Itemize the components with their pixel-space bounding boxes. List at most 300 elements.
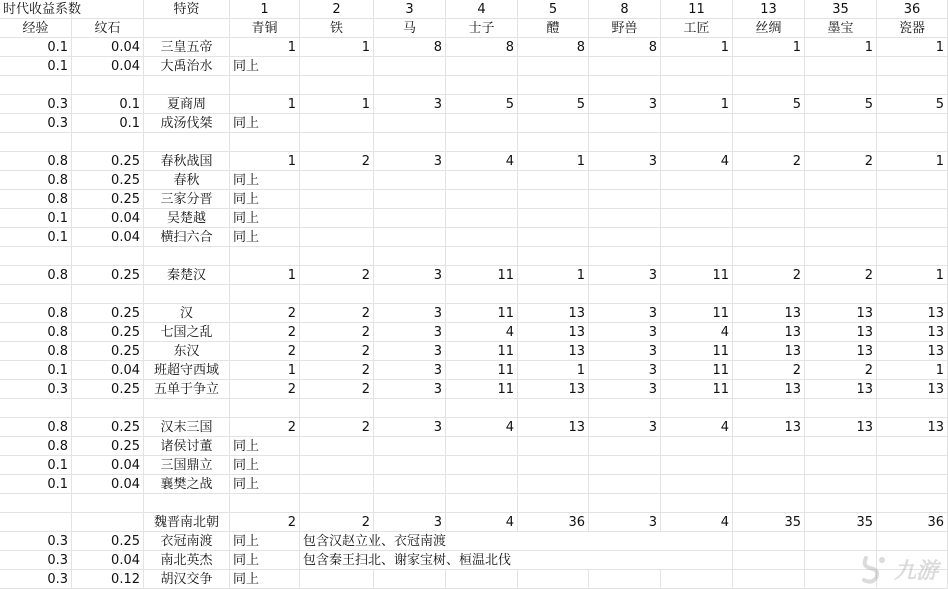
header-cell[interactable]: 墨宝 <box>805 19 877 38</box>
table-cell[interactable]: 2 <box>300 266 374 285</box>
table-cell[interactable]: 1 <box>518 361 589 380</box>
header-cell[interactable]: 4 <box>446 0 518 19</box>
table-cell[interactable] <box>589 190 661 209</box>
table-cell[interactable]: 0.25 <box>72 437 144 456</box>
table-cell[interactable]: 3 <box>589 323 661 342</box>
table-cell[interactable]: 13 <box>805 323 877 342</box>
table-cell[interactable] <box>733 171 805 190</box>
table-cell[interactable] <box>518 57 589 76</box>
table-cell[interactable]: 13 <box>733 323 805 342</box>
table-cell[interactable] <box>805 114 877 133</box>
table-cell[interactable]: 1 <box>300 95 374 114</box>
table-cell[interactable] <box>661 76 733 95</box>
table-cell[interactable]: 同上 <box>230 171 300 190</box>
table-cell[interactable] <box>0 399 72 418</box>
table-cell[interactable] <box>446 570 518 589</box>
table-cell[interactable] <box>300 57 374 76</box>
table-cell[interactable]: 1 <box>877 38 948 57</box>
table-cell[interactable]: 0.1 <box>72 114 144 133</box>
table-cell[interactable]: 1 <box>877 266 948 285</box>
table-cell[interactable] <box>0 513 72 532</box>
table-cell[interactable]: 3 <box>589 95 661 114</box>
table-cell[interactable]: 五单于争立 <box>144 380 230 399</box>
table-cell[interactable]: 三家分晋 <box>144 190 230 209</box>
table-cell[interactable] <box>374 76 446 95</box>
table-cell[interactable]: 2 <box>805 266 877 285</box>
table-cell[interactable]: 0.25 <box>72 323 144 342</box>
table-cell[interactable] <box>72 513 144 532</box>
table-cell[interactable]: 13 <box>805 380 877 399</box>
table-cell[interactable]: 0.8 <box>0 171 72 190</box>
table-cell[interactable]: 0.1 <box>72 95 144 114</box>
table-cell[interactable] <box>230 285 300 304</box>
table-cell[interactable]: 0.1 <box>0 475 72 494</box>
table-cell[interactable]: 同上 <box>230 475 300 494</box>
table-cell[interactable] <box>733 456 805 475</box>
table-cell[interactable] <box>300 76 374 95</box>
table-cell[interactable] <box>661 171 733 190</box>
table-cell[interactable]: 0.3 <box>0 551 72 570</box>
table-cell[interactable]: 5 <box>518 95 589 114</box>
table-cell[interactable] <box>589 285 661 304</box>
table-cell[interactable] <box>805 228 877 247</box>
table-cell[interactable]: 2 <box>805 361 877 380</box>
table-cell[interactable] <box>589 57 661 76</box>
table-cell[interactable]: 2 <box>300 361 374 380</box>
table-cell[interactable]: 汉 <box>144 304 230 323</box>
table-cell[interactable] <box>374 57 446 76</box>
table-cell[interactable]: 13 <box>518 342 589 361</box>
table-cell[interactable] <box>805 247 877 266</box>
table-cell[interactable] <box>589 475 661 494</box>
table-cell[interactable]: 3 <box>374 380 446 399</box>
table-cell[interactable]: 2 <box>230 380 300 399</box>
table-cell[interactable]: 0.1 <box>0 209 72 228</box>
table-cell[interactable] <box>661 456 733 475</box>
table-cell[interactable] <box>805 494 877 513</box>
table-cell[interactable]: 0.8 <box>0 152 72 171</box>
table-cell[interactable] <box>805 57 877 76</box>
table-cell[interactable] <box>72 133 144 152</box>
table-cell[interactable] <box>661 133 733 152</box>
header-cell[interactable] <box>144 19 230 38</box>
table-cell[interactable]: 13 <box>733 418 805 437</box>
header-cell[interactable]: 马 <box>374 19 446 38</box>
table-cell[interactable] <box>72 285 144 304</box>
table-cell[interactable] <box>877 57 948 76</box>
table-cell[interactable]: 3 <box>374 418 446 437</box>
table-cell[interactable]: 13 <box>877 304 948 323</box>
table-cell[interactable]: 0.3 <box>0 570 72 589</box>
note-cell[interactable]: 包含汉赵立业、衣冠南渡 <box>300 532 700 551</box>
table-cell[interactable]: 35 <box>733 513 805 532</box>
table-cell[interactable]: 3 <box>589 513 661 532</box>
table-cell[interactable]: 11 <box>661 361 733 380</box>
table-cell[interactable]: 4 <box>446 513 518 532</box>
table-cell[interactable]: 同上 <box>230 190 300 209</box>
table-cell[interactable]: 13 <box>518 304 589 323</box>
table-cell[interactable]: 魏晋南北朝 <box>144 513 230 532</box>
table-cell[interactable] <box>374 247 446 266</box>
table-cell[interactable] <box>374 437 446 456</box>
table-cell[interactable]: 同上 <box>230 437 300 456</box>
table-cell[interactable] <box>0 133 72 152</box>
table-cell[interactable] <box>877 456 948 475</box>
header-cell[interactable]: 纹石 <box>72 19 144 38</box>
table-cell[interactable] <box>72 247 144 266</box>
table-cell[interactable] <box>374 570 446 589</box>
table-cell[interactable] <box>518 190 589 209</box>
table-cell[interactable] <box>733 437 805 456</box>
table-cell[interactable] <box>374 285 446 304</box>
header-cell[interactable]: 1 <box>230 0 300 19</box>
table-cell[interactable]: 11 <box>446 342 518 361</box>
header-cell[interactable]: 时代收益系数 <box>0 0 72 19</box>
table-cell[interactable] <box>300 494 374 513</box>
note-cell[interactable]: 包含秦王扫北、谢家宝树、桓温北伐 <box>300 551 700 570</box>
table-cell[interactable]: 1 <box>661 38 733 57</box>
table-cell[interactable]: 成汤伐桀 <box>144 114 230 133</box>
table-cell[interactable] <box>589 228 661 247</box>
table-cell[interactable]: 同上 <box>230 551 300 570</box>
table-cell[interactable]: 8 <box>446 38 518 57</box>
table-cell[interactable] <box>446 76 518 95</box>
table-cell[interactable]: 2 <box>230 342 300 361</box>
table-cell[interactable]: 8 <box>589 38 661 57</box>
table-cell[interactable] <box>877 285 948 304</box>
table-cell[interactable]: 11 <box>661 380 733 399</box>
table-cell[interactable] <box>446 228 518 247</box>
table-cell[interactable] <box>300 475 374 494</box>
table-cell[interactable]: 0.1 <box>0 57 72 76</box>
table-cell[interactable]: 0.04 <box>72 57 144 76</box>
table-cell[interactable] <box>661 285 733 304</box>
table-cell[interactable] <box>0 494 72 513</box>
table-cell[interactable] <box>589 133 661 152</box>
table-cell[interactable] <box>300 171 374 190</box>
table-cell[interactable]: 4 <box>661 513 733 532</box>
table-cell[interactable]: 4 <box>446 152 518 171</box>
table-cell[interactable]: 1 <box>518 266 589 285</box>
table-cell[interactable]: 0.25 <box>72 418 144 437</box>
table-cell[interactable] <box>446 247 518 266</box>
table-cell[interactable] <box>230 133 300 152</box>
table-cell[interactable] <box>518 228 589 247</box>
table-cell[interactable]: 夏商周 <box>144 95 230 114</box>
table-cell[interactable] <box>877 133 948 152</box>
table-cell[interactable]: 春秋 <box>144 171 230 190</box>
table-cell[interactable]: 1 <box>230 266 300 285</box>
table-cell[interactable]: 13 <box>877 342 948 361</box>
table-cell[interactable]: 0.04 <box>72 475 144 494</box>
table-cell[interactable] <box>877 494 948 513</box>
table-cell[interactable]: 3 <box>374 323 446 342</box>
table-cell[interactable]: 0.25 <box>72 342 144 361</box>
table-cell[interactable]: 三国鼎立 <box>144 456 230 475</box>
table-cell[interactable] <box>805 285 877 304</box>
table-cell[interactable]: 1 <box>230 95 300 114</box>
table-cell[interactable]: 36 <box>877 513 948 532</box>
table-cell[interactable] <box>446 285 518 304</box>
table-cell[interactable]: 2 <box>300 304 374 323</box>
header-cell[interactable]: 5 <box>518 0 589 19</box>
table-cell[interactable] <box>877 437 948 456</box>
header-cell[interactable]: 3 <box>374 0 446 19</box>
table-cell[interactable] <box>300 456 374 475</box>
table-cell[interactable]: 同上 <box>230 209 300 228</box>
table-cell[interactable]: 0.04 <box>72 38 144 57</box>
table-cell[interactable]: 襄樊之战 <box>144 475 230 494</box>
table-cell[interactable] <box>300 570 374 589</box>
header-cell[interactable]: 野兽 <box>589 19 661 38</box>
table-cell[interactable]: 3 <box>374 152 446 171</box>
table-cell[interactable]: 1 <box>877 361 948 380</box>
table-cell[interactable] <box>733 247 805 266</box>
header-cell[interactable]: 特资 <box>144 0 230 19</box>
table-cell[interactable] <box>374 209 446 228</box>
table-cell[interactable]: 3 <box>374 304 446 323</box>
table-cell[interactable] <box>589 247 661 266</box>
table-cell[interactable] <box>877 247 948 266</box>
table-cell[interactable] <box>661 57 733 76</box>
table-cell[interactable] <box>877 76 948 95</box>
table-cell[interactable] <box>805 76 877 95</box>
table-cell[interactable]: 36 <box>518 513 589 532</box>
table-cell[interactable] <box>733 228 805 247</box>
table-cell[interactable] <box>805 456 877 475</box>
table-cell[interactable] <box>374 399 446 418</box>
table-cell[interactable]: 13 <box>518 323 589 342</box>
table-cell[interactable]: 0.3 <box>0 380 72 399</box>
table-cell[interactable] <box>72 494 144 513</box>
table-cell[interactable]: 南北英杰 <box>144 551 230 570</box>
table-cell[interactable]: 0.25 <box>72 380 144 399</box>
table-cell[interactable]: 8 <box>374 38 446 57</box>
table-cell[interactable] <box>144 133 230 152</box>
table-cell[interactable]: 3 <box>374 361 446 380</box>
table-cell[interactable] <box>733 209 805 228</box>
table-cell[interactable] <box>589 437 661 456</box>
table-cell[interactable] <box>300 133 374 152</box>
table-cell[interactable] <box>805 475 877 494</box>
table-cell[interactable] <box>661 190 733 209</box>
table-cell[interactable] <box>733 494 805 513</box>
table-cell[interactable] <box>518 247 589 266</box>
table-cell[interactable]: 0.25 <box>72 266 144 285</box>
table-cell[interactable]: 3 <box>374 95 446 114</box>
table-cell[interactable] <box>230 247 300 266</box>
table-cell[interactable] <box>518 209 589 228</box>
table-cell[interactable]: 0.25 <box>72 152 144 171</box>
table-cell[interactable]: 1 <box>733 38 805 57</box>
table-cell[interactable] <box>661 114 733 133</box>
table-cell[interactable]: 3 <box>374 513 446 532</box>
table-cell[interactable] <box>0 285 72 304</box>
table-cell[interactable] <box>805 399 877 418</box>
table-cell[interactable] <box>589 209 661 228</box>
table-cell[interactable]: 0.04 <box>72 361 144 380</box>
table-cell[interactable]: 吴楚越 <box>144 209 230 228</box>
table-cell[interactable]: 3 <box>589 361 661 380</box>
table-cell[interactable]: 3 <box>589 418 661 437</box>
table-cell[interactable]: 13 <box>805 418 877 437</box>
table-cell[interactable]: 11 <box>446 380 518 399</box>
table-cell[interactable] <box>877 475 948 494</box>
table-cell[interactable]: 0.8 <box>0 304 72 323</box>
table-cell[interactable] <box>518 437 589 456</box>
table-cell[interactable]: 11 <box>446 304 518 323</box>
table-cell[interactable] <box>518 475 589 494</box>
table-cell[interactable]: 0.25 <box>72 532 144 551</box>
table-cell[interactable] <box>518 570 589 589</box>
table-cell[interactable]: 13 <box>877 418 948 437</box>
table-cell[interactable] <box>877 114 948 133</box>
table-cell[interactable]: 2 <box>733 266 805 285</box>
table-cell[interactable]: 2 <box>230 304 300 323</box>
table-cell[interactable]: 1 <box>230 152 300 171</box>
table-cell[interactable]: 4 <box>661 323 733 342</box>
table-cell[interactable]: 七国之乱 <box>144 323 230 342</box>
table-cell[interactable]: 2 <box>230 323 300 342</box>
header-cell[interactable]: 8 <box>589 0 661 19</box>
table-cell[interactable] <box>446 114 518 133</box>
table-cell[interactable]: 1 <box>661 95 733 114</box>
table-cell[interactable]: 1 <box>877 152 948 171</box>
header-cell[interactable]: 35 <box>805 0 877 19</box>
table-cell[interactable]: 11 <box>446 266 518 285</box>
table-cell[interactable] <box>374 114 446 133</box>
table-cell[interactable]: 2 <box>230 513 300 532</box>
table-cell[interactable] <box>446 57 518 76</box>
table-cell[interactable] <box>733 133 805 152</box>
table-cell[interactable] <box>589 494 661 513</box>
table-cell[interactable]: 2 <box>300 513 374 532</box>
header-cell[interactable]: 经验 <box>0 19 72 38</box>
table-cell[interactable]: 0.1 <box>0 361 72 380</box>
table-cell[interactable] <box>230 399 300 418</box>
table-cell[interactable]: 0.12 <box>72 570 144 589</box>
table-cell[interactable]: 2 <box>300 342 374 361</box>
table-cell[interactable]: 诸侯讨董 <box>144 437 230 456</box>
table-cell[interactable] <box>446 437 518 456</box>
table-cell[interactable] <box>661 437 733 456</box>
table-cell[interactable]: 大禹治水 <box>144 57 230 76</box>
table-cell[interactable]: 1 <box>230 361 300 380</box>
table-cell[interactable]: 0.04 <box>72 551 144 570</box>
table-cell[interactable]: 4 <box>661 418 733 437</box>
table-cell[interactable]: 8 <box>518 38 589 57</box>
table-cell[interactable] <box>877 532 948 551</box>
table-cell[interactable]: 11 <box>661 266 733 285</box>
table-cell[interactable]: 东汉 <box>144 342 230 361</box>
table-cell[interactable] <box>374 475 446 494</box>
table-cell[interactable] <box>733 114 805 133</box>
table-cell[interactable]: 0.8 <box>0 437 72 456</box>
table-cell[interactable]: 同上 <box>230 114 300 133</box>
table-cell[interactable]: 13 <box>805 342 877 361</box>
table-cell[interactable] <box>733 570 805 589</box>
table-cell[interactable]: 胡汉交争 <box>144 570 230 589</box>
header-cell[interactable]: 36 <box>877 0 948 19</box>
header-cell[interactable] <box>72 0 144 19</box>
table-cell[interactable]: 同上 <box>230 532 300 551</box>
table-cell[interactable]: 4 <box>446 323 518 342</box>
header-cell[interactable]: 士子 <box>446 19 518 38</box>
table-cell[interactable]: 13 <box>518 380 589 399</box>
table-cell[interactable]: 同上 <box>230 57 300 76</box>
table-cell[interactable] <box>518 494 589 513</box>
table-cell[interactable]: 5 <box>446 95 518 114</box>
table-cell[interactable]: 11 <box>446 361 518 380</box>
table-cell[interactable] <box>805 209 877 228</box>
table-cell[interactable] <box>805 133 877 152</box>
table-cell[interactable]: 0.25 <box>72 190 144 209</box>
table-cell[interactable] <box>805 190 877 209</box>
table-cell[interactable]: 0.8 <box>0 190 72 209</box>
table-cell[interactable] <box>446 475 518 494</box>
table-cell[interactable] <box>300 399 374 418</box>
table-cell[interactable] <box>518 456 589 475</box>
table-cell[interactable]: 0.04 <box>72 456 144 475</box>
table-cell[interactable]: 三皇五帝 <box>144 38 230 57</box>
table-cell[interactable] <box>589 76 661 95</box>
table-cell[interactable] <box>446 133 518 152</box>
table-cell[interactable] <box>805 171 877 190</box>
table-cell[interactable] <box>877 209 948 228</box>
table-cell[interactable] <box>230 76 300 95</box>
table-cell[interactable]: 0.04 <box>72 209 144 228</box>
table-cell[interactable] <box>374 494 446 513</box>
table-cell[interactable]: 4 <box>446 418 518 437</box>
table-cell[interactable] <box>300 437 374 456</box>
table-cell[interactable]: 同上 <box>230 456 300 475</box>
table-cell[interactable] <box>72 399 144 418</box>
table-cell[interactable]: 3 <box>589 380 661 399</box>
table-cell[interactable]: 2 <box>230 418 300 437</box>
table-cell[interactable] <box>733 57 805 76</box>
table-cell[interactable]: 3 <box>589 304 661 323</box>
header-cell[interactable]: 2 <box>300 0 374 19</box>
header-cell[interactable]: 工匠 <box>661 19 733 38</box>
header-cell[interactable]: 醴 <box>518 19 589 38</box>
table-cell[interactable]: 3 <box>589 152 661 171</box>
table-cell[interactable]: 同上 <box>230 228 300 247</box>
table-cell[interactable] <box>733 532 805 551</box>
table-cell[interactable] <box>589 171 661 190</box>
table-cell[interactable] <box>374 171 446 190</box>
table-cell[interactable] <box>877 171 948 190</box>
table-cell[interactable] <box>661 399 733 418</box>
table-cell[interactable]: 0.3 <box>0 532 72 551</box>
table-cell[interactable] <box>374 228 446 247</box>
table-cell[interactable]: 0.25 <box>72 304 144 323</box>
table-cell[interactable]: 5 <box>805 95 877 114</box>
table-cell[interactable] <box>0 247 72 266</box>
table-cell[interactable] <box>661 570 733 589</box>
table-cell[interactable] <box>300 190 374 209</box>
table-cell[interactable]: 13 <box>877 323 948 342</box>
table-cell[interactable] <box>144 285 230 304</box>
table-cell[interactable]: 13 <box>805 304 877 323</box>
table-cell[interactable]: 2 <box>300 323 374 342</box>
table-cell[interactable]: 1 <box>300 38 374 57</box>
table-cell[interactable] <box>733 551 805 570</box>
table-cell[interactable] <box>300 247 374 266</box>
table-cell[interactable]: 0.8 <box>0 323 72 342</box>
table-cell[interactable] <box>374 133 446 152</box>
table-cell[interactable] <box>877 190 948 209</box>
table-cell[interactable] <box>446 209 518 228</box>
